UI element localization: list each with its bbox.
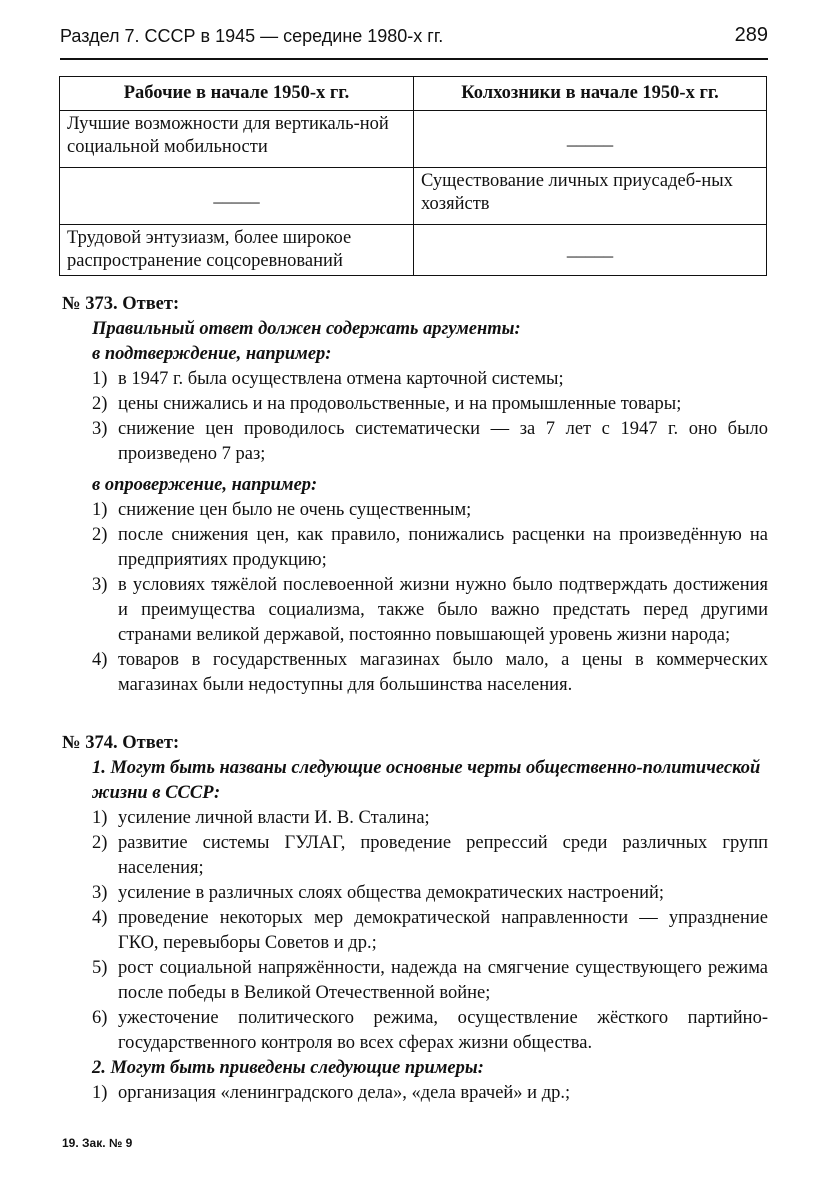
confirm-list [62,367,768,467]
table-header-cell: Колхозники в начале 1950-х гг. [414,77,767,111]
part1-list [62,806,768,1056]
list-item: 4) проведение некоторых мер демократической направленности — упразднение ГКО, перевыборы Советов и др.; [92,908,768,953]
list-item: 6) ужесточение политического режима, осуществление жёсткого партийно-государственного контроля во всех сферах жизни общества. [92,1008,768,1053]
list-item: 3) в условиях тяжёлой послевоенной жизни нужно было подтверждать достижения и преимущества социализма, также было важно предстать перед другими странами великой державой, постоянно повышающей уровень жизни народа; [92,575,768,645]
table-cell: Лучшие возможности для вертикаль-ной социальной мобильности [60,111,414,168]
list-item: 5) рост социальной напряжённости, надежда на смягчение существующего режима после победы в Великой Отечественной войне; [92,958,768,1003]
answer-374 [62,731,768,1106]
list-item: 1) снижение цен было не очень существенным; [92,500,472,520]
list-item: 3) усиление в различных слоях общества демократических настроений; [92,883,665,903]
refute-heading: в опровержение, например: [92,475,318,495]
list-item: 1) организация «ленинградского дела», «дела врачей» и др.; [92,1083,571,1103]
table-cell-dash: _____ [414,225,767,276]
part1-heading: 1. Могут быть названы следующие основные черты общественно-политической жизни в СССР: [92,758,761,803]
table-row [60,225,767,276]
table-header-cell: Рабочие в начале 1950-х гг. [60,77,414,111]
table-cell-dash: _____ [414,111,767,168]
answer-intro: Правильный ответ должен содержать аргументы: [92,319,521,339]
list-item: 1) усиление личной власти И. В. Сталина; [92,808,430,828]
table-cell-dash: _____ [60,168,414,225]
list-item: 4) товаров в государственных магазинах было мало, а цены в коммерческих магазинах были недоступны для большинства населения. [92,650,768,695]
part2-list [62,1081,768,1106]
table-row [60,168,767,225]
page-number: 289 [734,24,768,46]
section-title: Раздел 7. СССР в 1945 — середине 1980-х гг. [60,26,444,46]
table-header-row [60,77,767,111]
table-row [60,111,767,168]
table-cell: Трудовой энтузиазм, более широкое распространение соцсоревнований [60,225,414,276]
list-item: 2) цены снижались и на продовольственные, и на промышленные товары; [92,394,682,414]
list-item: 3) снижение цен проводилось систематически — за 7 лет с 1947 г. оно было произведено 7 раз; [92,419,768,464]
print-signature: 19. Зак. № 9 [62,1136,133,1150]
list-item: 1) в 1947 г. была осуществлена отмена карточной системы; [92,369,564,389]
part2-heading: 2. Могут быть приведены следующие примеры: [92,1058,484,1078]
answer-373 [62,292,768,698]
list-item: 2) развитие системы ГУЛАГ, проведение репрессий среди различных групп населения; [92,833,768,878]
list-item: 2) после снижения цен, как правило, понижались расценки на произведённую на предприятиях продукцию; [92,525,768,570]
refute-list [62,498,768,698]
answer-title: № 374. Ответ: [62,733,180,753]
running-header [60,24,768,60]
table-cell: Существование личных приусадеб-ных хозяйств [414,168,767,225]
comparison-table [59,76,767,276]
answer-title: № 373. Ответ: [62,294,180,314]
confirm-heading: в подтверждение, например: [92,344,332,364]
